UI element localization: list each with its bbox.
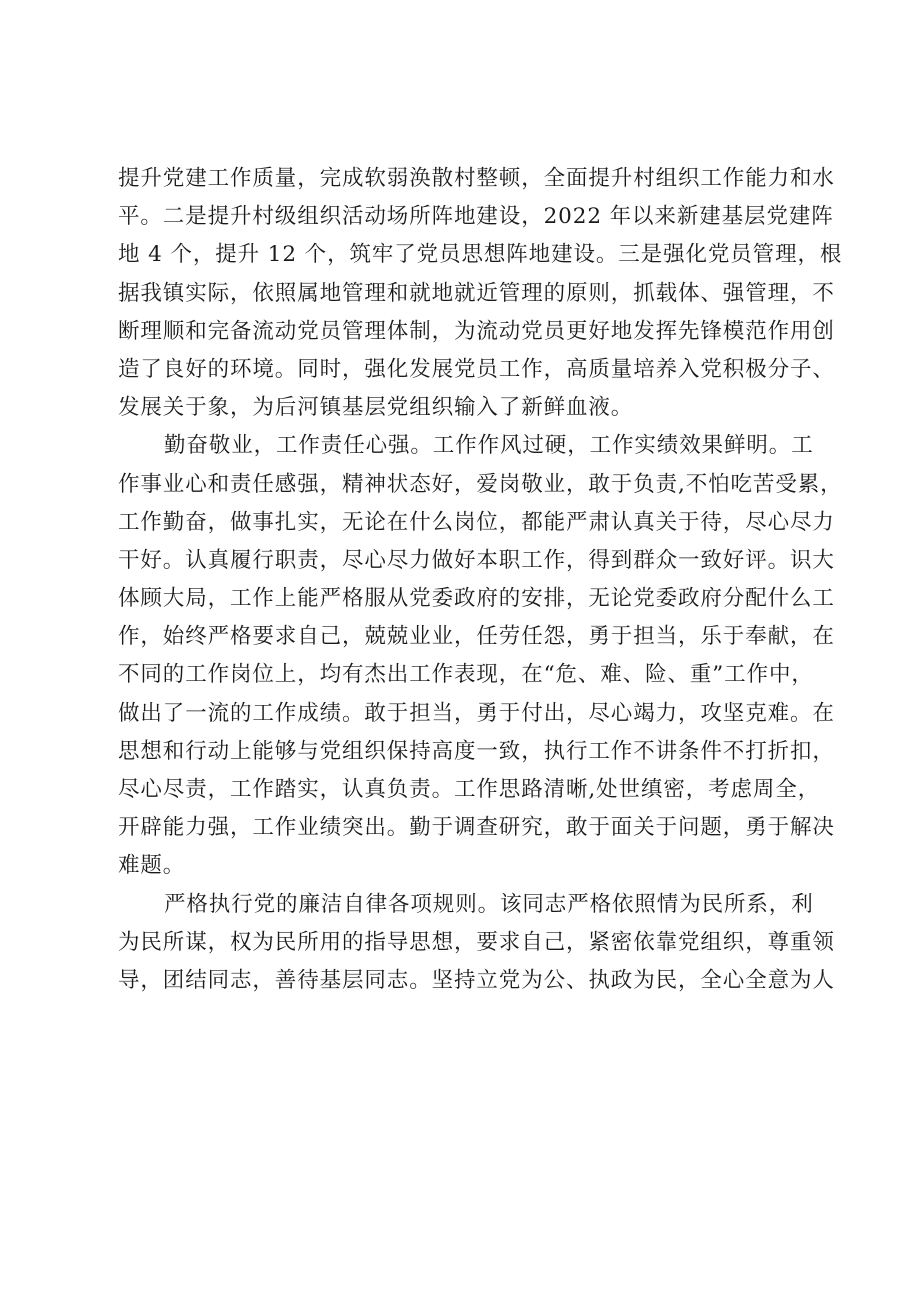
text-line: 平。二是提升村级组织活动场所阵地建设，2022 年以来新建基层党建阵	[118, 204, 834, 230]
text-line: 工作勤奋，做事扎实，无论在什么岗位，都能严肃认真关于待，尽心尽力	[118, 509, 835, 535]
text-line: 勤奋敬业，工作责任心强。工作作风过硬，工作实绩效果鲜明。工	[164, 433, 814, 459]
paragraph-integrity	[118, 886, 835, 1001]
text-line: 难题。	[118, 853, 186, 879]
text-line: 做出了一流的工作成绩。敢于担当，勇于付出，尽心竭力，攻坚克难。在	[118, 700, 835, 726]
text-line: 体顾大局，工作上能严格服从党委政府的安排，无论党委政府分配什么工	[118, 586, 835, 612]
text-line: 思想和行动上能够与党组织保持高度一致，执行工作不讲条件不打折扣，	[118, 738, 835, 764]
text-line: 发展关于象，为后河镇基层党组织输入了新鲜血液。	[118, 395, 634, 421]
text-line: 造了良好的环境。同时，强化发展党员工作，高质量培养入党积极分子、	[118, 356, 835, 382]
text-line: 严格执行党的廉洁自律各项规则。该同志严格依照情为民所系，利	[164, 891, 814, 917]
text-line: 为民所谋，权为民所用的指导思想，要求自己，紧密依靠党组织，尊重领	[118, 929, 835, 955]
paragraph-party-building	[118, 160, 843, 427]
paragraph-diligence	[118, 427, 843, 885]
document-body	[118, 160, 843, 1000]
text-line: 提升党建工作质量，完成软弱涣散村整顿，全面提升村组织工作能力和水	[118, 166, 835, 191]
text-line: 作，始终严格要求自己，兢兢业业，任劳任怨，勇于担当，乐于奉献，在	[118, 624, 835, 650]
text-line: 导，团结同志，善待基层同志。坚持立党为公、执政为民，全心全意为人	[118, 967, 835, 993]
text-line: 尽心尽责，工作踏实，认真负责。工作思路清晰,处世缜密，考虑周全，	[118, 777, 821, 802]
text-line: 作事业心和责任感强，精神状态好，爱岗敬业，敢于负责,不怕吃苦受累，	[118, 471, 843, 497]
text-line: 据我镇实际，依照属地管理和就地就近管理的原则，抓载体、强管理，不	[118, 280, 835, 306]
text-line: 地 4 个，提升 12 个，筑牢了党员思想阵地建设。三是强化党员管理，根	[118, 242, 843, 268]
text-line: 干好。认真履行职责，尽心尽力做好本职工作，得到群众一致好评。识大	[118, 547, 835, 573]
text-line: 断理顺和完备流动党员管理体制，为流动党员更好地发挥先锋模范作用创	[118, 318, 835, 344]
text-line: 不同的工作岗位上，均有杰出工作表现，在“危、难、险、重”工作中，	[118, 662, 814, 688]
text-line: 开辟能力强，工作业绩突出。勤于调查研究，敢于面关于问题，勇于解决	[118, 815, 835, 841]
